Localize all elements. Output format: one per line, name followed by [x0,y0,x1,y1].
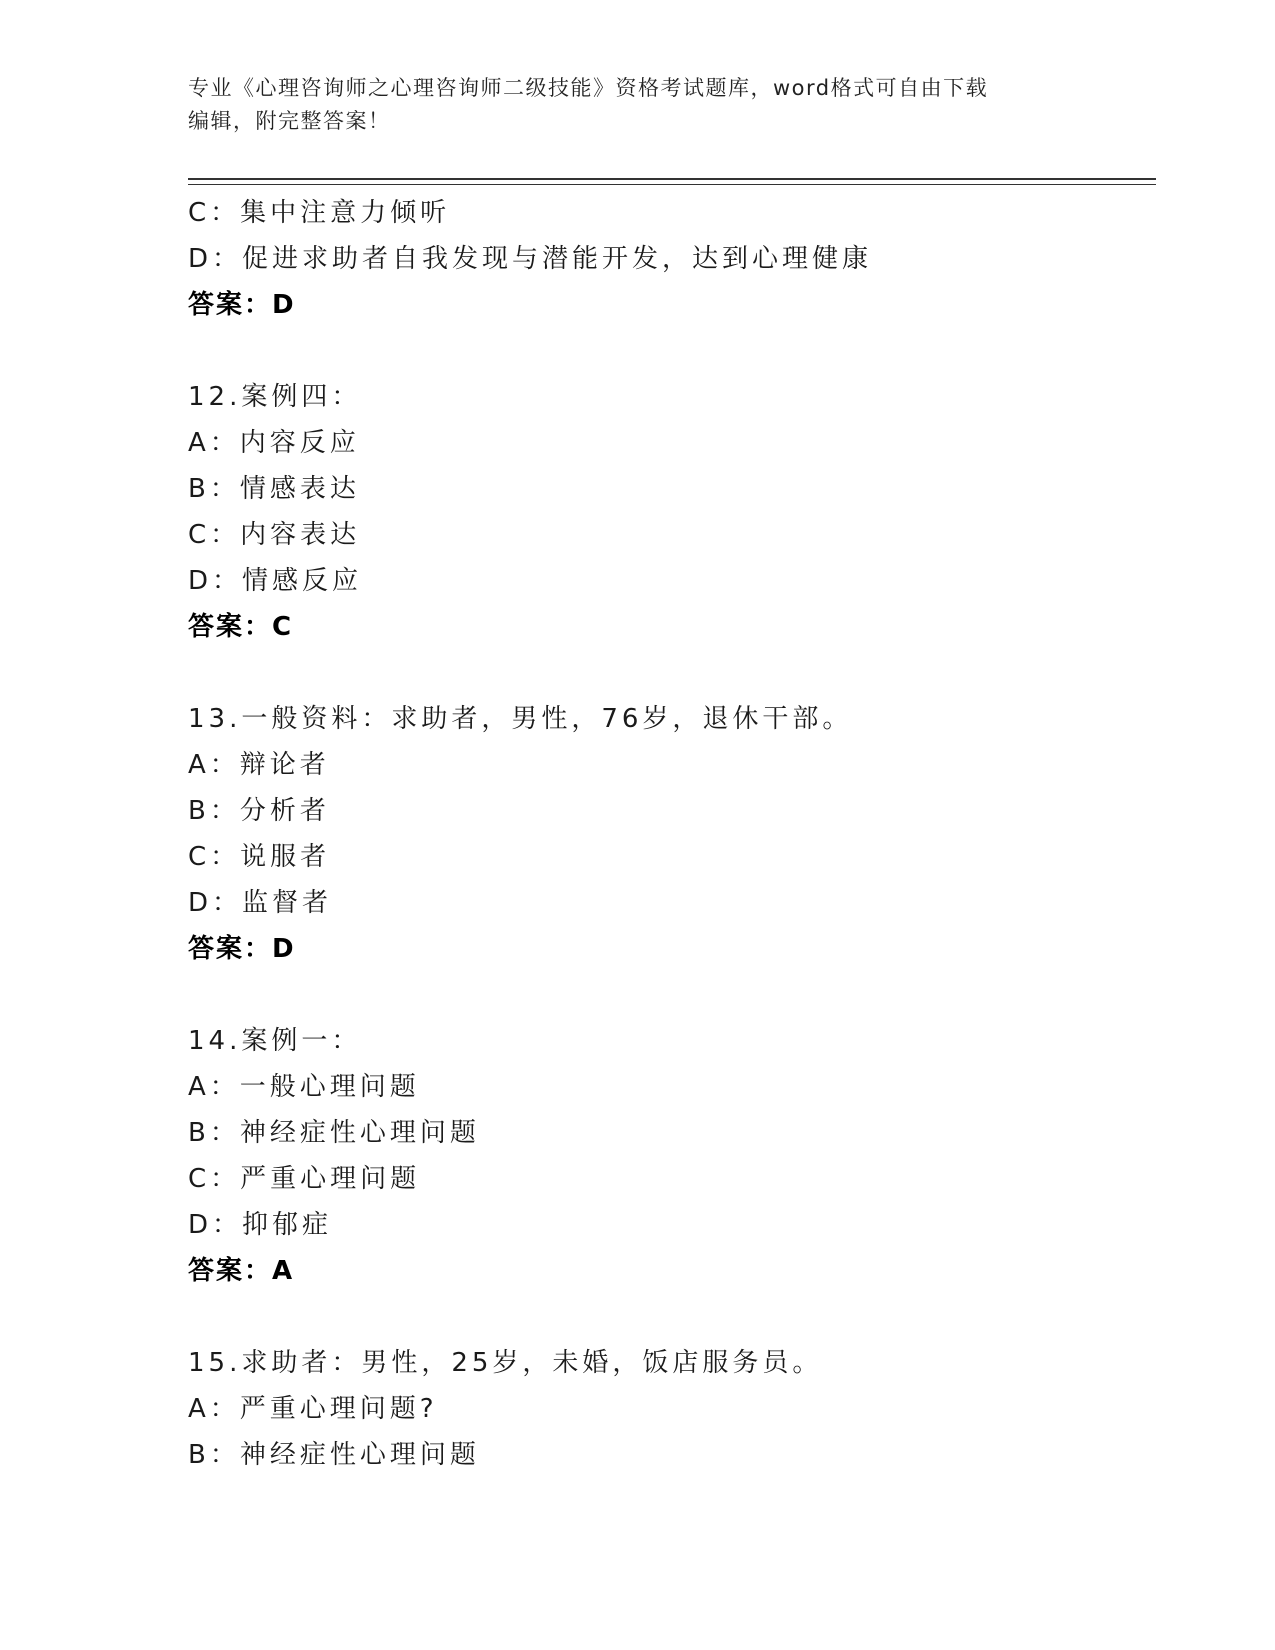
option-b: B：情感表达 [188,474,360,504]
option-c: C：集中注意力倾听 [188,198,451,228]
option-c: C：内容表达 [188,520,361,550]
question-stem: 15.求助者：男性，25岁，未婚，饭店服务员。 [188,1348,823,1378]
answer-line: 答案：C [188,612,294,642]
header-line-1: 专业《心理咨询师之心理咨询师二级技能》资格考试题库，word格式可自由下载 [188,76,989,100]
question-15 [188,1340,1148,1478]
question-list [188,190,1148,1478]
spacer [188,328,1148,374]
option-c: C：严重心理问题 [188,1164,421,1194]
option-d: D：促进求助者自我发现与潜能开发，达到心理健康 [188,244,873,274]
question-stem: 14.案例一： [188,1026,362,1056]
option-a: A：一般心理问题 [188,1072,420,1102]
option-a: A：辩论者 [188,750,330,780]
option-d: D：监督者 [188,888,333,918]
spacer [188,1294,1148,1340]
question-stem: 13.一般资料：求助者，男性，76岁，退休干部。 [188,704,853,734]
option-b: B：神经症性心理问题 [188,1118,480,1148]
spacer [188,650,1148,696]
option-d: D：情感反应 [188,566,363,596]
option-a: A：严重心理问题? [188,1394,438,1424]
option-c: C：说服者 [188,842,331,872]
answer-line: 答案：D [188,934,296,964]
question-stem: 12.案例四： [188,382,362,412]
option-a: A：内容反应 [188,428,360,458]
spacer [188,972,1148,1018]
answer-line: 答案：A [188,1256,295,1286]
question-fragment [188,190,1148,328]
option-b: B：分析者 [188,796,330,826]
header-divider-thick [188,178,1156,180]
header-divider-thin [188,184,1156,185]
header-line-2: 编辑，附完整答案！ [188,109,391,133]
option-d: D：抑郁症 [188,1210,333,1240]
answer-line: 答案：D [188,290,296,320]
question-12 [188,374,1148,650]
option-b: B：神经症性心理问题 [188,1440,480,1470]
question-13 [188,696,1148,972]
document-header [188,72,1088,138]
question-14 [188,1018,1148,1294]
